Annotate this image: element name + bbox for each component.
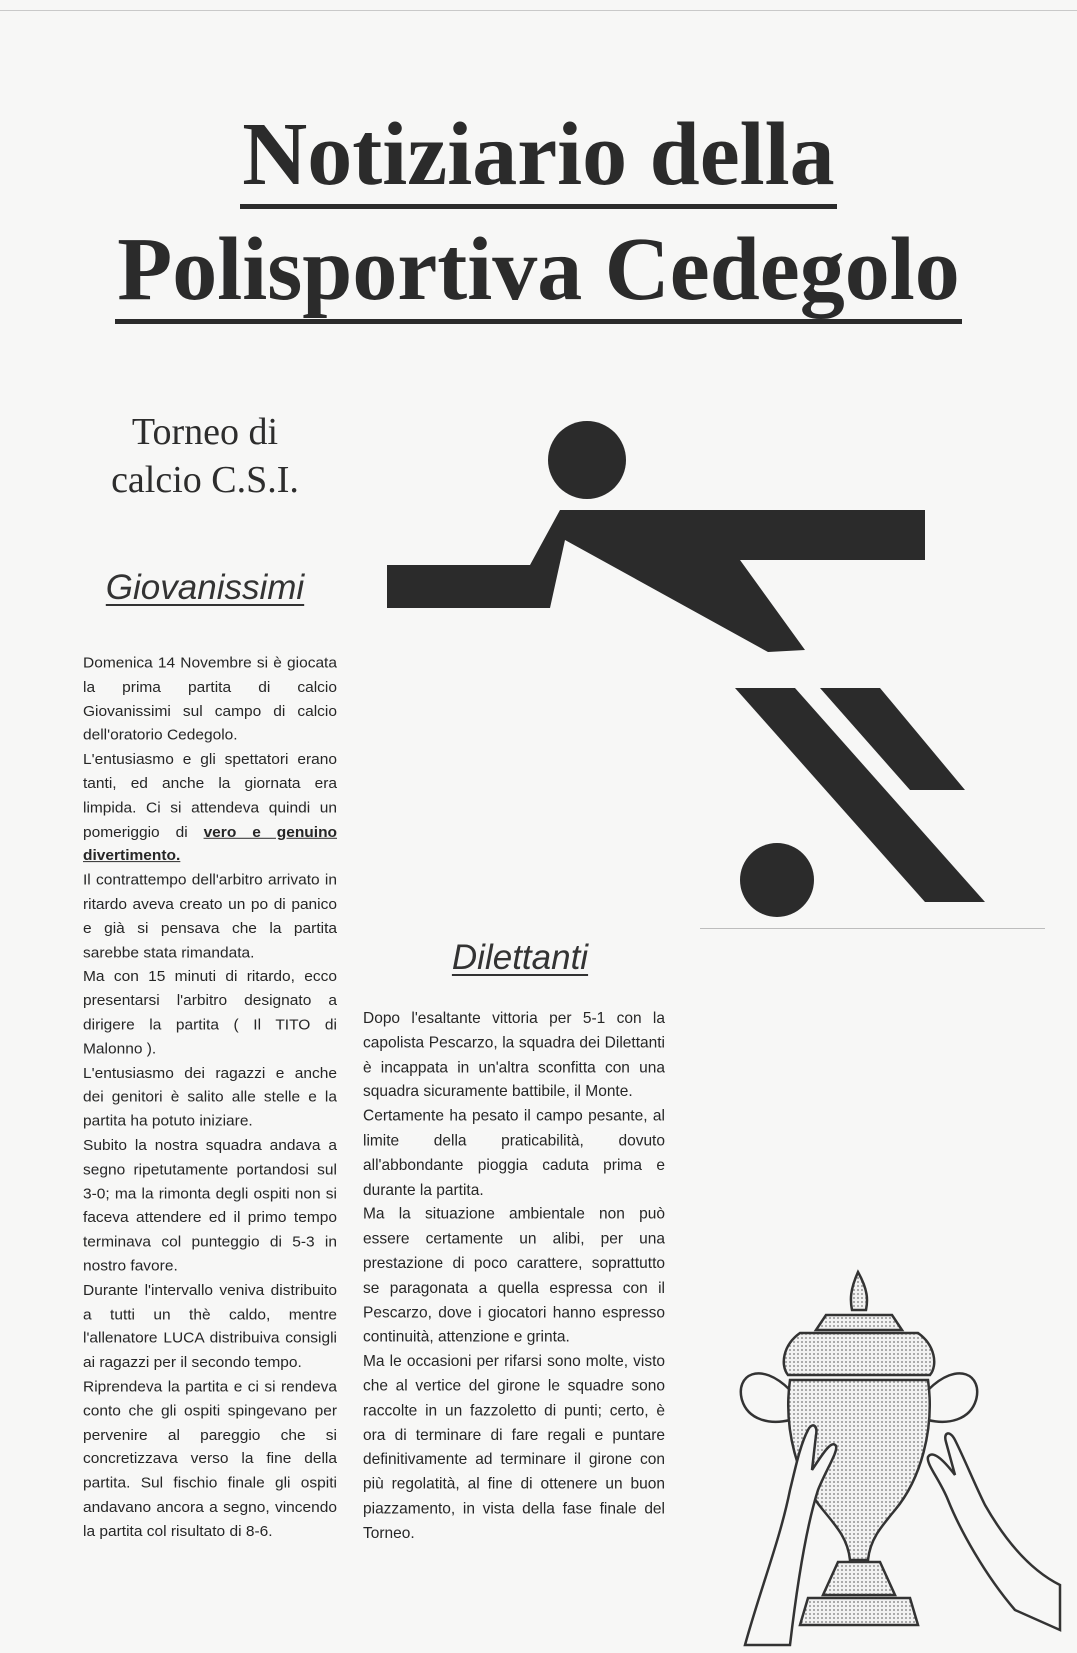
dilettanti-heading: Dilettanti [451,938,589,977]
right-hand [928,1433,1060,1630]
newsletter-title-line-2: Polisportiva Cedegolo [0,220,1077,320]
trophy-base [800,1598,918,1625]
scan-top-edge [0,10,1077,11]
giovanissimi-heading: Giovanissimi [105,568,305,607]
article-paragraph: L'entusiasmo dei ragazzi e anche dei genitori è salito alle stelle e la partita ha potuto iniziare. [83,1064,337,1130]
emphasized-text: vero e genuino divertimento. [83,823,337,865]
newsletter-title-line-1: Notiziario della [0,105,1077,205]
divider [700,928,1045,929]
article-paragraph: Durante l'intervallo veniva distribuito a tutti un thè caldo, mentre l'allenatore LUCA distribuiva consigli ai ragazzi per il secondo tempo. [83,1282,337,1371]
subheading-line-1: Torneo di [131,411,279,453]
body-and-arms-shape [387,510,925,652]
trophy-lid-top [816,1315,902,1330]
trophy-icon [735,1265,1065,1650]
trophy-finial [851,1272,867,1310]
subheading-line-2: calcio C.S.I. [111,459,299,501]
trophy-right-handle [928,1373,977,1421]
article-paragraph: Ma con 15 minuti di ritardo, ecco presentarsi l'arbitro designato a dirigere la partita ( Il TITO di Malonno ). [83,968,337,1058]
article-paragraph: Certamente ha pesato il campo pesante, al limite della praticabilità, dovuto all'abbondante pioggia caduta prima e durante la partita. [363,1108,665,1199]
article-paragraph: L'entusiasmo e gli spettatori erano tanti, ed anche la giornata era limpida. Ci si attendeva quindi un pomeriggio di vero e genuino divertimento. [83,751,337,865]
dilettanti-article [363,1007,665,1547]
giovanissimi-article [83,652,337,1544]
trophy-stem [823,1562,895,1595]
trophy-left-handle [741,1373,790,1421]
head-shape [548,421,626,499]
article-paragraph: Subito la nostra squadra andava a segno ripetutamente portandosi sul 3-0; ma la rimonta degli ospiti non si faceva attendere ed il primo tempo terminava col punteggio di 5-3 in nostro favore. [83,1137,337,1275]
article-paragraph: Il contrattempo dell'arbitro arrivato in ritardo aveva creato un po di panico e già si pensava che la partita sarebbe stata rimandata. [83,871,337,961]
ball-shape [740,843,814,917]
football-player-icon [380,415,1060,925]
article-paragraph: Riprendeva la partita e ci si rendeva conto che gli ospiti spingevano per pervenire al pareggio che si concretizzava verso la fine della partita. Sul fischio finale gli ospiti andavano ancora a segno, vincendo la partita col risultato di 8-6. [83,1378,337,1540]
article-paragraph: Domenica 14 Novembre si è giocata la prima partita di calcio Giovanissimi sul campo di calcio dell'oratorio Cedegolo. [83,654,337,744]
article-paragraph: Dopo l'esaltante vittoria per 5-1 con la capolista Pescarzo, la squadra dei Dilettanti è incappata in un'altra sconfitta con una squadra sicuramente battibile, il Monte. [363,1009,665,1101]
trophy-lid [784,1333,934,1375]
article-paragraph: Ma le occasioni per rifarsi sono molte, visto che al vertice del girone le squadre sono raccolte in un fazzoletto di punti; certo, è ora di terminare di fare regali e puntare definitivamente ad terminare il girone con più regolatità, al fine di ottenere un buon piazzamento, in vista della fase finale del Torneo. [363,1353,665,1542]
article-paragraph: Ma la situazione ambientale non può essere certamente un alibi, per una prestazione di poco carattere, soprattutto se paragonata a quella espressa con il Pescarzo, dove i giocatori hanno espresso continuità, attenzione e grinta. [363,1206,665,1346]
